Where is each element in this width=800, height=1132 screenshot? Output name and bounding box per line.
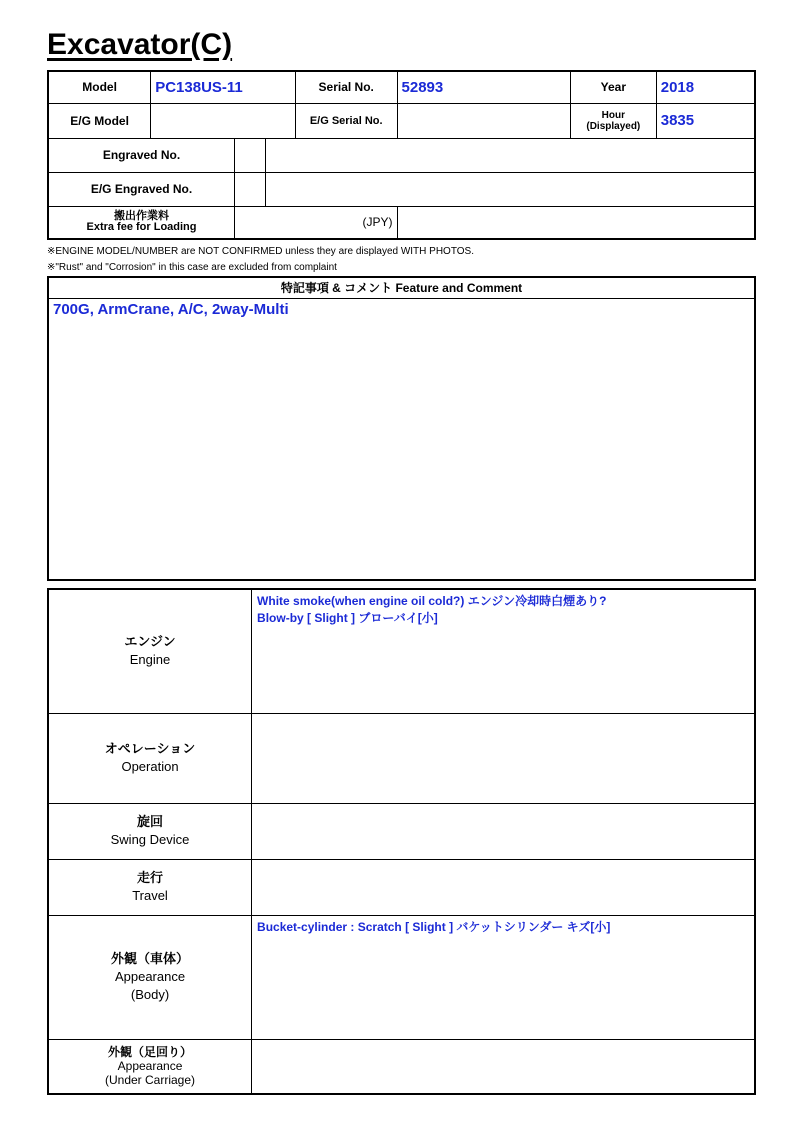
section-row-appearance-undercarriage <box>48 1039 755 1094</box>
hour-label-line2: (Displayed) <box>586 120 641 132</box>
section-label-travel <box>48 859 252 915</box>
section-value-appearance-undercarriage <box>252 1039 755 1094</box>
eg-engraved-label: E/G Engraved No. <box>48 172 235 206</box>
section-label-operation <box>48 713 252 803</box>
eg-engraved-value <box>265 172 755 206</box>
engraved-value <box>265 138 755 172</box>
eg-model-value <box>151 103 296 138</box>
section-label-jp: 旋回 <box>137 814 164 829</box>
section-label-en: Appearance <box>117 1059 183 1074</box>
section-label-jp: オペレーション <box>104 741 196 756</box>
feature-comment-text: 700G, ArmCrane, A/C, 2way-Multi <box>53 300 289 318</box>
eg-model-label: E/G Model <box>48 103 151 138</box>
feature-comment-header: 特記事項 & コメント Feature and Comment <box>48 277 755 298</box>
section-label-appearance-undercarriage <box>48 1039 252 1094</box>
section-value-appearance-body <box>252 915 755 1039</box>
loading-fee-label-jp: 搬出作業料 <box>114 210 169 223</box>
page-title: Excavator(C) <box>47 28 233 61</box>
section-label-en: Operation <box>121 759 179 774</box>
feature-comment-body <box>48 298 755 580</box>
eg-engraved-box <box>235 172 266 206</box>
note-engine-confirm: ※ENGINE MODEL/NUMBER are NOT CONFIRMED unless they are displayed WITH PHOTOS. <box>47 246 474 257</box>
section-row-operation <box>48 713 755 803</box>
section-label-en2: (Body) <box>130 987 170 1002</box>
section-label-en: Travel <box>132 888 168 903</box>
hour-label-line1: Hour <box>601 109 625 121</box>
section-value-swing <box>252 803 755 859</box>
eg-serial-value <box>397 103 570 138</box>
comment-line: White smoke(when engine oil cold?) エンジン冷却時白煙あり? <box>257 594 607 608</box>
section-label-en: Swing Device <box>110 832 190 847</box>
section-label-en2: (Under Carriage) <box>105 1073 196 1088</box>
machine-info-table <box>47 70 756 240</box>
loading-fee-unit: (JPY) <box>235 206 398 239</box>
comment-line: Blow-by [ Slight ] ブローバイ[小] <box>257 611 438 625</box>
serial-label: Serial No. <box>295 71 397 103</box>
section-label-en: Engine <box>129 652 171 668</box>
hour-value: 3835 <box>656 103 755 138</box>
loading-fee-label-en: Extra fee for Loading <box>86 221 197 234</box>
model-label: Model <box>48 71 151 103</box>
inspection-table <box>47 588 756 1095</box>
note-rust-excluded: ※"Rust" and "Corrosion" in this case are excluded from complaint <box>47 262 337 273</box>
section-label-jp: 外観（足回り） <box>108 1045 193 1060</box>
section-row-travel <box>48 859 755 915</box>
section-label-jp: 外観（車体） <box>111 951 190 966</box>
section-label-engine <box>48 589 252 713</box>
feature-comment-table <box>47 276 756 581</box>
section-label-jp: 走行 <box>137 870 164 885</box>
model-value: PC138US-11 <box>151 71 296 103</box>
section-label-en: Appearance <box>114 969 186 984</box>
loading-fee-value <box>397 206 755 239</box>
engraved-box <box>235 138 266 172</box>
section-value-engine <box>252 589 755 713</box>
year-value: 2018 <box>656 71 755 103</box>
section-row-engine <box>48 589 755 713</box>
engraved-label: Engraved No. <box>48 138 235 172</box>
section-value-operation <box>252 713 755 803</box>
section-row-swing <box>48 803 755 859</box>
eg-serial-label: E/G Serial No. <box>295 103 397 138</box>
hour-label <box>570 103 656 138</box>
year-label: Year <box>570 71 656 103</box>
section-label-jp: エンジン <box>124 634 176 650</box>
section-label-appearance-body <box>48 915 252 1039</box>
section-row-appearance-body <box>48 915 755 1039</box>
section-label-swing <box>48 803 252 859</box>
serial-value: 52893 <box>397 71 570 103</box>
loading-fee-label <box>48 206 235 239</box>
section-value-travel <box>252 859 755 915</box>
comment-line: Bucket-cylinder : Scratch [ Slight ] バケットシリンダー キズ[小] <box>257 919 611 934</box>
